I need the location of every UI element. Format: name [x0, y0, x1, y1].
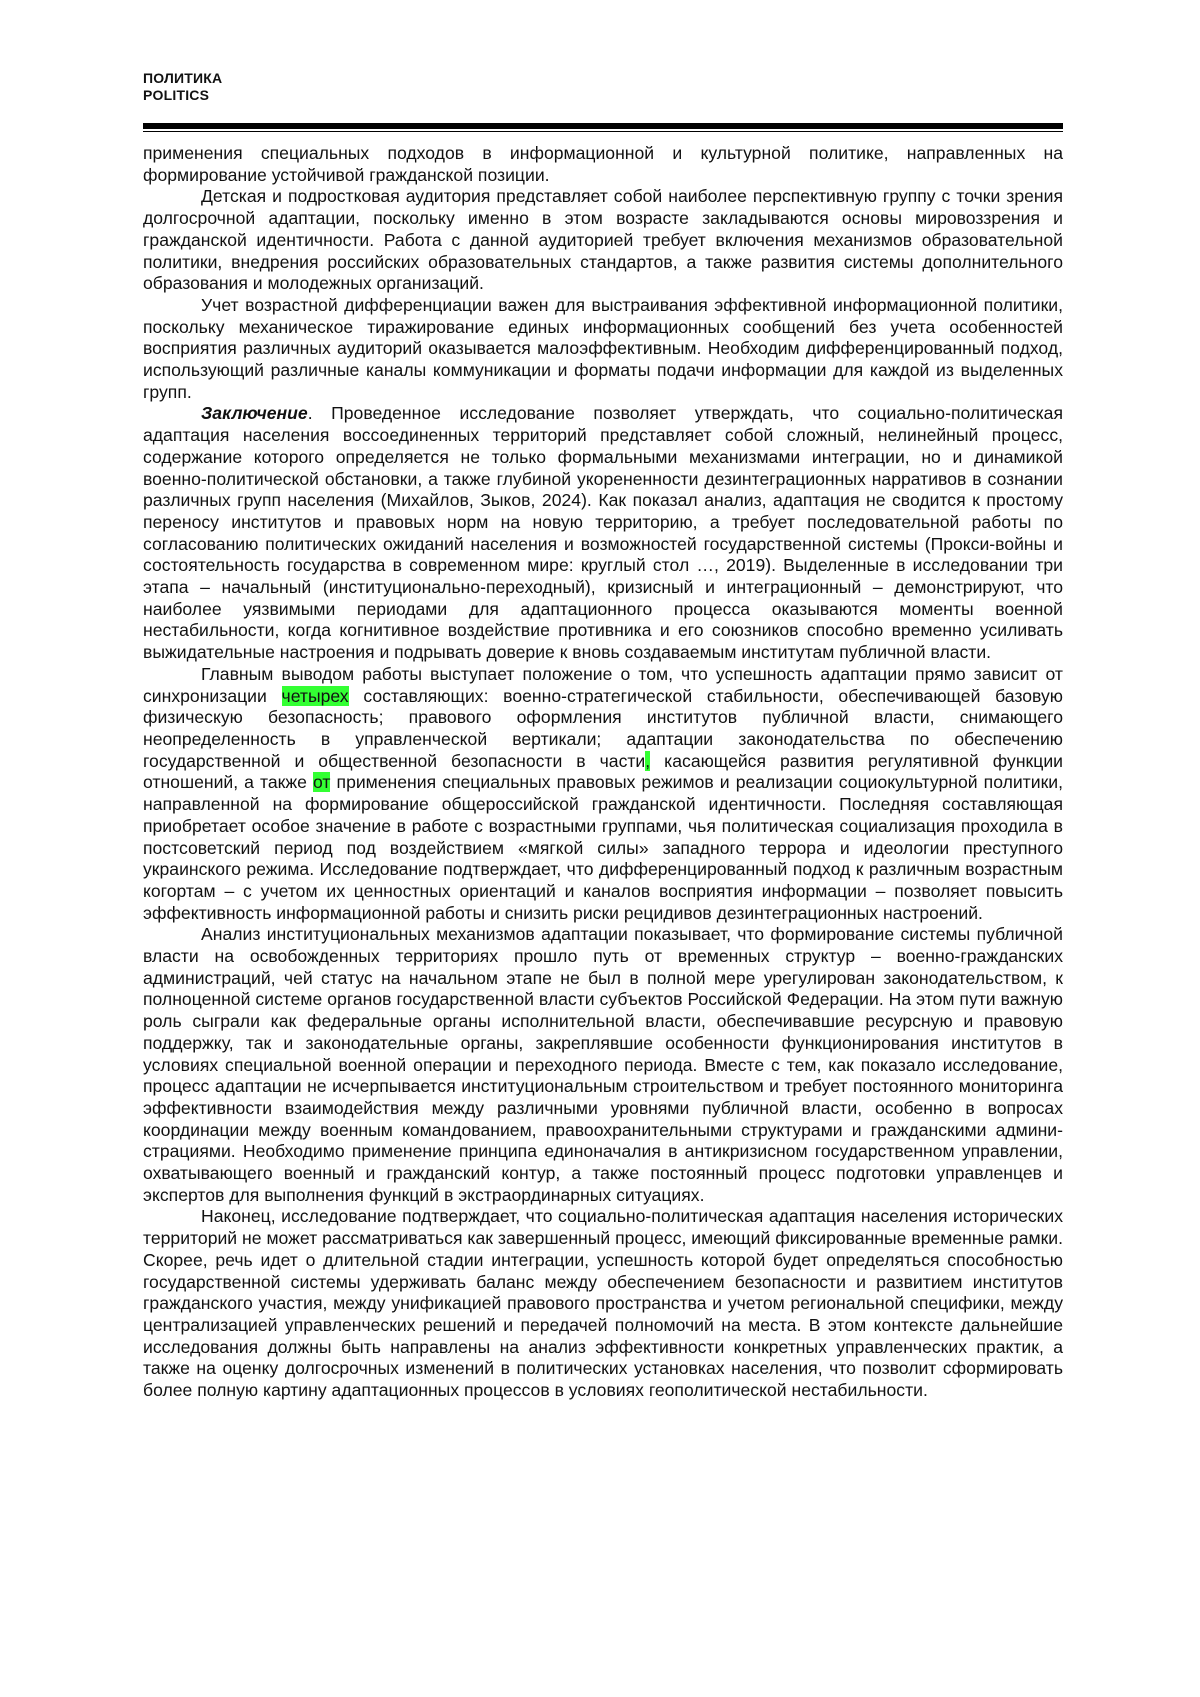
highlighted-word: от [313, 772, 331, 793]
paragraph: Анализ институциональных механизмов адаптации показывает, что формирование системы публичной власти на освобожденных территориях прошло путь от временных структур – военно-гражданских администраций, чей статус на начальном этапе не был в полной мере урегулирован законодательством, к полноценной системе органов государственной власти субъектов Российской Федерации. На этом пути важную роль сыграли как федеральные органы исполнительной власти, обеспечивавшие ресурсную и правовую поддержку, так и законодательные органы, закреплявшие особенности функционирования институтов в условиях специальной военной операции и переходного периода. Вместе с тем, как показало исследование, процесс адаптации не исчерпывается институциональным строительством и требует постоянного мониторинга эффективности взаимодействия между различными уровнями публичной власти, особенно в вопросах координации между военным командованием, правоохранительными структурами и гражданскими администрациями. Необходимо применение принципа единоначалия в антикризисном государственном управлении, охватывающего военный и гражданский контур, а также постоянный процесс подготовки управленцев и экспертов для выполнения функций в экстраординарных ситуациях. [143, 924, 1063, 1205]
article-body [143, 143, 1063, 1402]
paragraph: Детская и подростковая аудитория представляет собой наиболее перспективную группу с точки зрения долгосрочной адаптации, поскольку именно в этом возрасте закладываются основы мировоззрения и гражданской идентичности. Работа с данной аудиторией требует включения механизмов образовательной политики, внедрения российских образовательных стандартов, а также развития системы дополнительного образования и молодежных организаций. [143, 186, 1063, 294]
header-rule-thick [143, 123, 1063, 129]
conclusion-heading: Заключение [201, 403, 308, 424]
paragraph-conclusion: Заключение. Проведенное исследование позволяет утверждать, что социально-политическая адаптация населения воссоединенных территорий представляет собой сложный, нелинейный процесс, содержание которого определяется не только формальными механизмами интеграции, но и динамикой военно-политической обстановки, а также глубиной укорененности дезинтеграционных нарративов в сознании различных групп населения (Михайлов, Зыков, 2024). Как показал анализ, адаптация не сводится к простому переносу институтов и правовых норм на новую территорию, а требует последовательной работы по согласованию политических ожиданий населения и возможностей государственной системы (Прокси-войны и состоятельность государства в современном мире: круглый стол …, 2019). Выделенные в исследовании три этапа – начальный (институционально-переходный), кризисный и интеграционный – демонстрируют, что наиболее уязвимыми периодами для адаптационного процесса оказываются моменты военной нестабильности, когда когнитивное воздействие противника и его союзников способно временно усиливать выжидательные настроения и подрывать доверие к вновь создаваемым институтам публичной власти. [143, 403, 1063, 663]
paragraph: Главным выводом работы выступает положение о том, что успешность адаптации прямо зависит от синхронизации четырех составляющих: военно-стратегической стабильности, обеспечивающей базовую физическую безопасность; правового оформления институтов публичной власти, снимающего неопределенность в управленческой вертикали; адаптации законодательства по обеспечению государственной и общественной безопасности в части, касающейся развития регулятивной функции отношений, а также от применения специальных правовых режимов и реализации социокультурной политики, направленной на формирование общероссийской гражданской идентичности. Последняя составляющая приобретает особое значение в работе с возрастными группами, чья политическая социализация проходила в постсоветский период под воздействием «мягкой силы» западного террора и идеологии преступного украинского режима. Исследование подтверждает, что дифференцированный подход к различным возрастным когортам – с учетом их ценностных ориентаций и каналов восприятия информации – позволяет повысить эффективность информационной работы и снизить риски рецидивов дезинтеграционных настроений. [143, 663, 1063, 923]
section-title-ru: ПОЛИТИКА [143, 70, 223, 86]
paragraph: Наконец, исследование подтверждает, что социально-политическая адаптация населения исторических территорий не может рассматриваться как завершенный процесс, имеющий фиксированные временные рамки. Скорее, речь идет о длительной стадии интеграции, успешность которой будет определяться способностью государственной системы удерживать баланс между обеспечением безопасности и развитием институтов гражданского участия, между унификацией правового пространства и учетом региональной специфики, между централизацией управленческих решений и передачей полномочий на места. В этом контексте дальнейшие исследования должны быть направлены на анализ эффективности конкретных управленческих практик, а также на оценку долгосрочных изменений в политических установках населения, что позволит сформировать более полную картину адаптационных процессов в условиях геополитической нестабильности. [143, 1206, 1063, 1401]
highlighted-comma: , [645, 750, 651, 771]
highlighted-word: четырех [281, 685, 349, 706]
running-header [143, 70, 222, 104]
section-title-en: POLITICS [143, 87, 210, 103]
header-rule-thin [143, 131, 1063, 132]
paragraph: применения специальных подходов в информационной и культурной политике, направленных на формирование устойчивой гражданской позиции. [143, 143, 1063, 185]
paragraph: Учет возрастной дифференциации важен для выстраивания эффективной информационной политики, поскольку механическое тиражирование единых информационных сообщений без учета особенностей восприятия различных аудиторий оказывается малоэффективным. Необходим дифференцированный подход, использующий различные каналы коммуникации и форматы подачи информации для каждой из выделенных групп. [143, 294, 1063, 402]
